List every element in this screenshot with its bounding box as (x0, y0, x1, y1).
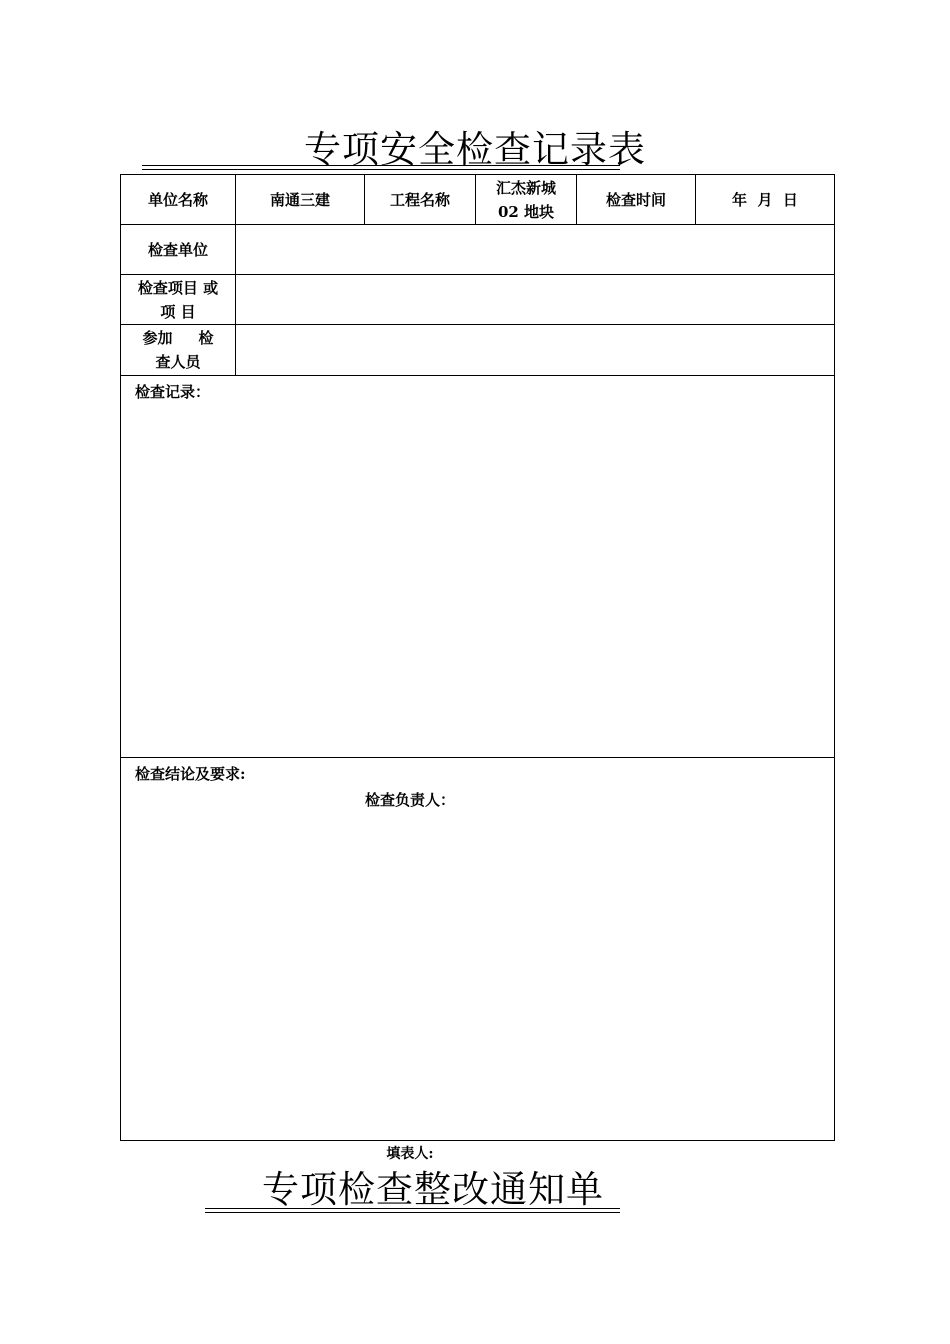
inspection-item-field (236, 275, 835, 325)
responsible-person-label: 检查负责人： (365, 791, 456, 809)
form-filler-label: 填表人: (386, 1146, 434, 1162)
inspection-unit-label: 检查单位 (121, 225, 236, 275)
inspection-unit-field (236, 225, 835, 275)
inspection-record-cell (121, 376, 835, 758)
inspection-time-value: 年 月 日 (696, 175, 835, 225)
inspection-item-label-line1: 检查项目 或 (137, 278, 219, 297)
project-name-label: 工程名称 (365, 175, 476, 225)
conclusion-label: 检查结论及要求: (135, 765, 246, 783)
project-name-value (476, 175, 577, 225)
participants-label-line2: 查人员 (155, 353, 201, 371)
conclusion-cell (121, 758, 835, 1141)
inspection-item-label-line2: 项 目 (160, 302, 196, 321)
inspection-time-label: 检查时间 (577, 175, 696, 225)
title-underline (205, 1212, 620, 1213)
unit-name-value: 南通三建 (236, 175, 365, 225)
project-name-line2: 02 地块 (497, 202, 555, 221)
inspection-item-label (121, 275, 236, 325)
inspection-record-label: 检查记录： (135, 383, 211, 401)
participants-label-line1: 参加 检 (142, 329, 214, 347)
unit-name-label: 单位名称 (121, 175, 236, 225)
participants-field (236, 325, 835, 376)
participants-label (121, 325, 236, 376)
project-name-line1: 汇杰新城 (495, 178, 556, 197)
rectification-notice-title: 专项检查整改通知单 (262, 1168, 604, 1211)
inspection-record-table (120, 174, 835, 1141)
record-form-title: 专项安全检查记录表 (304, 128, 646, 171)
